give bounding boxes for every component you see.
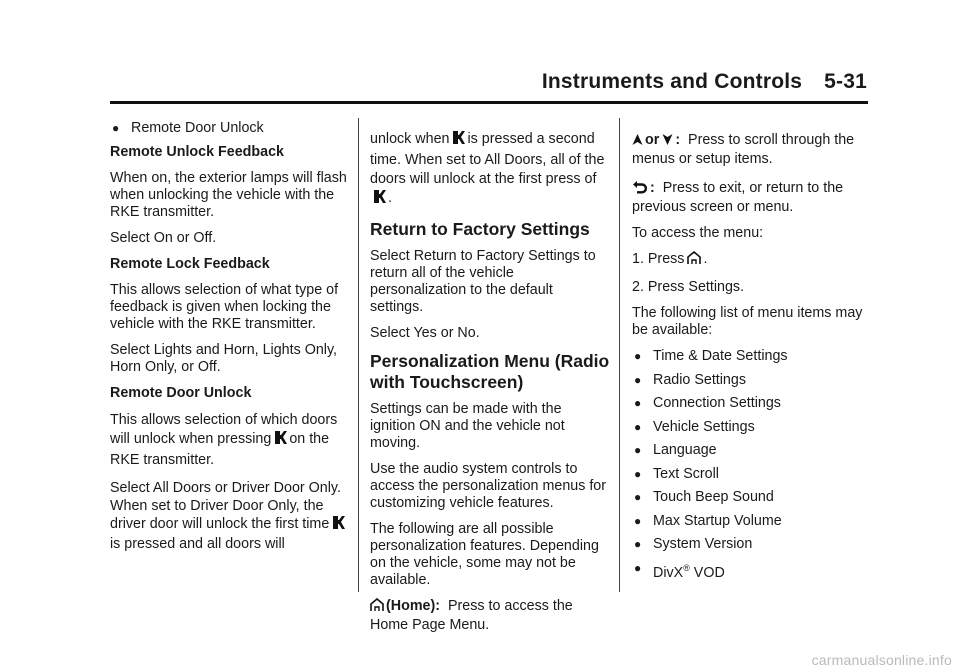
list-item	[632, 466, 872, 483]
header-rule	[110, 101, 868, 104]
text: or	[645, 132, 660, 148]
bullet-item	[110, 120, 350, 137]
bullet-dot: ●	[634, 396, 642, 410]
text: is pressed a second time. When set to All Doors, all of the doors will unlock at the first press of	[370, 131, 605, 187]
list-item-text: Connection Settings	[653, 395, 781, 411]
subheading-remote-unlock-feedback: Remote Unlock Feedback	[110, 143, 284, 160]
list-item-text: DivX	[653, 564, 684, 581]
step-2: 2. Press Settings.	[632, 279, 745, 295]
unlock-icon	[332, 515, 345, 535]
text: :	[675, 132, 681, 148]
page-number: 5-31	[824, 70, 867, 93]
text: is pressed and all doors will	[110, 535, 285, 552]
unlock-icon	[274, 430, 287, 451]
paragraph: Select Yes or No.	[370, 325, 480, 341]
paragraph: This allows selection of what type of feedback is given when locking the vehicle with the RKE transmitter.	[110, 281, 339, 332]
bullet-dot: ●	[634, 372, 642, 387]
unlock-icon	[452, 130, 465, 151]
bullet-dot: ●	[634, 490, 642, 504]
text: :	[650, 180, 655, 196]
paragraph	[370, 130, 610, 210]
paragraph: Select Lights and Horn, Lights Only, Horn Only, or Off.	[110, 341, 338, 375]
paragraph	[632, 132, 872, 168]
text: 1. Press	[632, 251, 685, 267]
list-item	[632, 372, 872, 389]
paragraph	[110, 411, 350, 470]
list-item	[632, 419, 872, 436]
text: Press to access the Home Page Menu.	[370, 598, 573, 633]
list-item	[632, 513, 872, 530]
list-item	[632, 560, 872, 582]
home-icon	[370, 598, 384, 617]
paragraph: Settings can be made with the ignition ON and the vehicle not moving.	[370, 401, 565, 451]
subheading-remote-door-unlock: Remote Door Unlock	[110, 384, 252, 401]
list-item	[632, 536, 872, 553]
text: on the RKE transmitter.	[110, 430, 330, 468]
column-2	[370, 120, 610, 643]
home-label: (Home):	[386, 598, 441, 614]
bullet-dot: ●	[634, 513, 642, 528]
bullet-text: Remote Door Unlock	[131, 120, 264, 136]
down-arrow-icon	[662, 133, 673, 151]
paragraph	[370, 598, 610, 634]
paragraph: Select On or Off.	[110, 229, 217, 246]
text: This allows selection of which doors will unlock when pressing	[110, 411, 338, 447]
list-item-text: Max Startup Volume	[653, 512, 782, 529]
column-divider-1	[358, 118, 359, 592]
subheading-remote-lock-feedback: Remote Lock Feedback	[110, 255, 270, 272]
bullet-dot: ●	[634, 466, 642, 481]
list-item	[632, 489, 872, 506]
heading-return-to-factory-settings: Return to Factory Settings	[370, 219, 590, 239]
bullet-dot: ●	[112, 121, 120, 135]
registered-mark: ®	[683, 562, 690, 573]
bullet-dot: ●	[634, 537, 642, 551]
unlock-icon	[373, 189, 386, 210]
list-item	[632, 442, 872, 459]
list-item-text: System Version	[653, 536, 753, 552]
list-item-text: Text Scroll	[653, 465, 719, 482]
back-icon	[632, 180, 648, 199]
list-item-text: Time & Date Settings	[653, 348, 788, 364]
list-item-text: VOD	[689, 564, 725, 581]
list-item-text: Touch Beep Sound	[653, 489, 774, 505]
section-title: Instruments and Controls	[541, 70, 803, 93]
paragraph: When on, the exterior lamps will flash when unlocking the vehicle with the RKE transmitter.	[110, 169, 347, 220]
home-icon	[687, 251, 701, 270]
bullet-dot: ●	[634, 443, 642, 457]
paragraph: The following list of menu items may be available:	[632, 305, 863, 338]
page-header	[0, 70, 867, 94]
paragraph: Select Return to Factory Settings to return all of the vehicle personalization to the default settings.	[370, 248, 596, 315]
step-1	[632, 251, 872, 270]
paragraph	[632, 180, 872, 216]
up-arrow-icon	[632, 133, 643, 151]
text: unlock when	[370, 131, 450, 147]
column-divider-2	[619, 118, 620, 592]
column-1	[110, 120, 350, 562]
heading-personalization-menu: Personalization Menu (Radio with Touchscreen)	[370, 351, 610, 392]
list-item-text: Vehicle Settings	[653, 418, 755, 435]
paragraph: Use the audio system controls to access the personalization menus for customizing vehicle features.	[370, 461, 607, 511]
list-item	[632, 348, 872, 365]
text: .	[388, 190, 392, 206]
bullet-dot: ●	[634, 419, 642, 434]
paragraph	[110, 479, 350, 553]
bullet-dot: ●	[634, 560, 642, 575]
text: .	[703, 251, 708, 267]
bullet-dot: ●	[634, 349, 642, 363]
list-item-text: Radio Settings	[653, 371, 746, 388]
watermark: carmanualsonline.info	[811, 652, 952, 668]
list-item	[632, 395, 872, 412]
text: Select All Doors or Driver Door Only. When set to Driver Door Only, the driver door will unlock the first time	[110, 479, 341, 532]
paragraph: To access the menu:	[632, 225, 764, 241]
text: Press to exit, or return to the previous screen or menu.	[632, 180, 844, 215]
text: Press to scroll through the menus or setup items.	[632, 132, 855, 167]
column-3	[632, 120, 872, 588]
list-item-text: Language	[653, 442, 717, 458]
paragraph: The following are all possible personalization features. Depending on the vehicle, some may not be available.	[370, 521, 599, 588]
